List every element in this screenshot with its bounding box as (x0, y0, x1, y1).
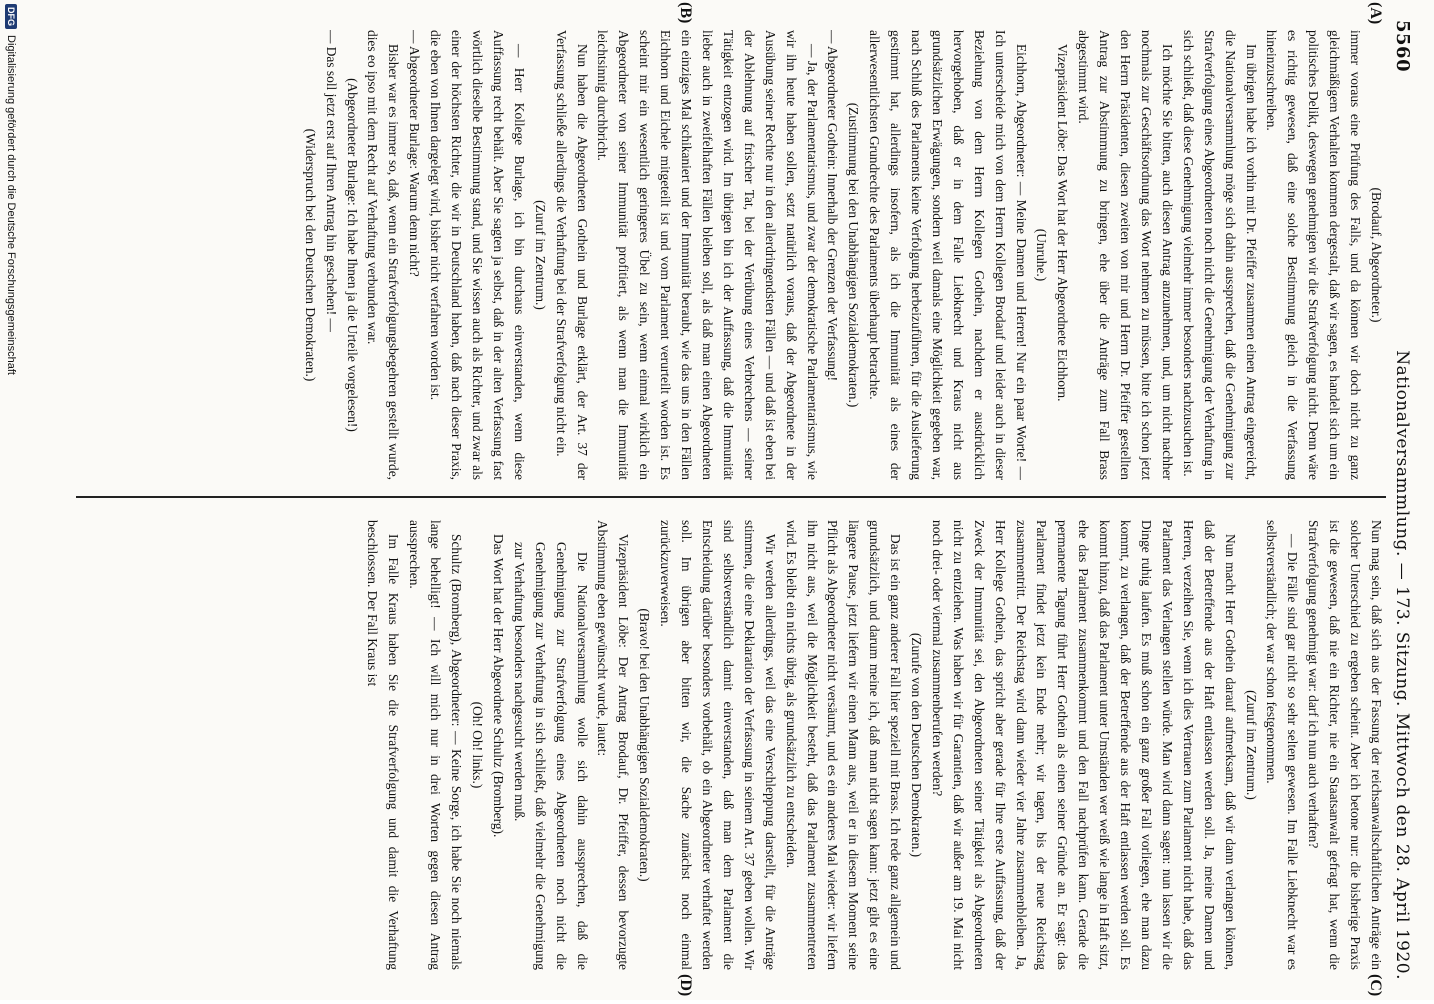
left-column (76, 30, 1386, 480)
left-column-paragraph: — Abgeordneter Burlage: Warum denn nicht? (407, 30, 423, 277)
right-column-paragraph: Nun mag sein, daß sich aus der Fassung der reichsanwaltschaftlichen Anträge ein solcher Unterschied zu ergeben scheint. Aber ich betone nur: die bisherige Praxis ist die gewesen, daß nie ein Richter, nie ein Staatsanwalt gefragt hat, wenn die Strafverfolgung genehmigt war: darf ich nun auch verhaften? (1306, 520, 1384, 970)
right-column-paragraph: (Oh! Oh! links.) (470, 701, 486, 789)
dfg-logo-icon: DFG (5, 4, 17, 29)
right-column-paragraph: (Bravo! bei den Unabhängigen Sozialdemokraten.) (637, 608, 653, 882)
right-column-paragraph: Schultz (Bromberg), Abgeordneter: — Keine Sorge, ich habe Sie noch niemals lange behelligt! — Ich will mich nur in drei Worten gegen diesen Antrag aussprechen. (407, 520, 465, 970)
left-column-paragraph: (Brodauf, Abgeordneter.) (1369, 187, 1384, 323)
right-column (76, 520, 1386, 970)
column-divider (76, 496, 1386, 498)
left-column-paragraph: (Unruhe.) (1034, 228, 1050, 282)
left-column-paragraph: Bisher war es immer so, daß, wenn ein Strafverfolgungsbegehren gestellt wurde, dies eo ipso mit dem Recht auf Verhaftung verbunden war. (365, 30, 402, 480)
footer-credit (2, 0, 20, 1004)
margin-marker-d: (D) (677, 974, 694, 997)
page-title: Nationalversammlung. — 173. Sitzung. Mittwoch den 28. April 1920. (1392, 350, 1412, 980)
right-column-paragraph: Das Wort hat der Herr Abgeordnete Schultz (Bromberg). (490, 534, 506, 838)
right-column-paragraph: (Zuruf im Zentrum.) (1243, 690, 1259, 800)
left-column-paragraph: Nun haben die Abgeordneten Gothein und Burlage erklärt, der Art. 37 der Verfassung schließe allerdings die Verhaftung bei der Strafverfolgung nicht ein. (553, 30, 590, 480)
left-column-paragraph: — Abgeordneter Gothein: Innerhalb der Grenzen der Verfassung! (825, 30, 841, 382)
margin-marker-c: (C) (1367, 974, 1384, 997)
left-column-paragraph: Vizepräsident Löbe: Das Wort hat der Herr Abgeordnete Eichhorn. (1055, 44, 1071, 402)
left-column-paragraph: — Das soll jetzt erst auf Ihren Antrag hin geschehen! — (323, 30, 339, 332)
page-number: 5560 (1392, 20, 1413, 73)
right-column-paragraph: Das ist ein ganz anderer Fall hier speziell mit Brass. Ich rede ganz allgemein und grundsätzlich, und darum meine ich, daß man nicht sagen kann: jetzt gibt es eine längere Pause, jetzt liefern wir einen Mann aus, weil er in diesem Moment seine Pflicht als Abgeordneter nicht versäumt, und es ein anderes Mal wieder: wir liefern ihn nicht aus, weil die Möglichkeit besteht, daß das Parlament zusammentreten wird. Es bleibt ein nichts übrig, als grundsätzlich zu entscheiden. (783, 520, 904, 970)
right-column-paragraph: Die Nationalversammlung wolle sich dahin aussprechen, daß die Genehmigung zur Strafverfolgung eines Abgeordneten noch nicht die Genehmigung zur Verhaftung in sich schließt, daß vielmehr die Genehmigung zur Verhaftung besonders nachgesucht werden muß. (511, 542, 590, 970)
left-column-paragraph: Ich möchte Sie bitten, auch diesen Antrag anzunehmen, und, um nicht nachher nochmals zur Geschäftsordnung das Wort nehmen zu müssen, bitte ich schon jetzt den Herrn Präsidenten, diesen zweiten von mir und Herrn Dr. Pfeiffer gestellten Antrag zur Abstimmung zu bringen, ehe über die Anträge zum Fall Brass abgestimmt wird. (1076, 30, 1175, 480)
margin-marker-b: (B) (677, 2, 694, 24)
right-column-paragraph: Nun macht Herr Gothein darauf aufmerksam, daß wir dann verlangen können, daß der Betreffende aus der Haft entlassen werden soll. Ja, meine Damen und Herren, verzeihen Sie, wenn ich dies Vertrauen zum Parlament nicht habe, daß das Parlament das Verlangen stellen würde. Man wird dann sagen: nun lassen wir die Dinge ruhig laufen. Es muß schon ein ganz großer Fall vorliegen, ehe man dazu kommt, zu verlangen, daß der Betreffende aus der Haft entlassen werden soll. Es kommt hinzu, daß das Parlament unter Umständen wer weiß wie lange in Haft sitzt, ehe das Parlament zusammenkommt und den Fall nachprüfen kann. Gerade die permanente Tagung führt Herr Gothein als einen seiner Gründe an. Er sagt: das Parlament findet jetzt kein Ende mehr; wir tagen, bis der neue Reichstag zusammentritt. Der Reichstag wird dann wieder vier Jahre zusammenbleiben. Ja, Herr Kollege Gothein, das spricht aber gerade für Ihre erste Auffassung, daß der Zweck der Immunität sei, den Abgeordneten seiner Tätigkeit als Abgeordneten nicht zu entziehen. Was haben wir für Garantien, daß wir außer am 19. Mai nicht noch drei- oder viermal zusammenberufen werden? (929, 520, 1238, 970)
margin-marker-a: (A) (1367, 2, 1384, 25)
left-column-paragraph: (Zustimmung bei den Unabhängigen Sozialdemokraten.) (846, 102, 862, 408)
left-column-paragraph: (Widerspruch bei den Deutschen Demokraten.) (302, 128, 318, 382)
left-column-paragraph: — Herr Kollege Burlage, ich bin durchaus einverstanden, wenn diese Auffassung recht behält. Aber Sie sagten ja selbst, daß in der alten Verfassung fast wörtlich dieselbe Bestimmung stand, und Sie wissen auch als Richter, und zwar als einer der höchsten Richter, die wir in Deutschland haben, daß nach dieser Praxis, die eben von Ihnen dargelegt wird, bisher nicht verfahren worden ist. (428, 30, 527, 480)
footer-credit-text: Digitalisierung gefördert durch die Deutsche Forschungsgemeinschaft (5, 35, 17, 375)
right-column-paragraph: (Zurufe von den Deutschen Demokraten.) (909, 632, 925, 858)
left-column-paragraph: (Zuruf im Zentrum.) (532, 200, 548, 310)
left-column-paragraph: — Ja, der Parlamentarismus, und zwar der demokratische Parlamentarismus, wie wir ihn heute haben sollen, setzt natürlich voraus, daß der Abgeordnete in der Ausübung seiner Rechte nur in den allerdringendsten Fällen — und daß ist eben bei der Ablehnung auf frischer Tat, bei der Verübung eines Verbrechens — seiner Tätigkeit entzogen wird. Im übrigen bin ich der Auffassung, daß die Immunität lieber auch in zweifelhaften Fällen bleiben soll, als daß man einen Abgeordneten ein einziges Mal schikaniert und der Immunität beraubt, wie das uns in den Fällen Eichhorn und Eichele mitgeteilt ist und vom Parlament verurteilt worden ist. Es scheint mir ein wesentlich geringeres Übel zu sein, wenn einmal wirklich ein Abgeordneter von seiner Immunität profitiert, als wenn man die Immunität leichtsinnig durchbricht. (595, 30, 820, 480)
left-column-paragraph: immer voraus eine Prüfung des Falls, und da können wir doch nicht zu ganz gleichmäßigem Verhalten kommen dergestalt, daß wir sagen, es handelt sich um ein politisches Delikt, deswegen genehmigen wir die Strafverfolgung nicht. Denn wäre es richtig gewesen, daß eine solche Bestimmung gleich in die Verfassung hineinzuschreiben. (1264, 30, 1364, 480)
left-column-paragraph: Eichhorn, Abgeordneter: — Meine Damen und Herren! Nur ein paar Worte! — Ich unterscheide mich von dem Herrn Kollegen Brodauf und leider auch in dieser Beziehung von dem Herrn Kollegen Gothein, nachdem er ausdrücklich hervorgehoben, daß er in dem Falle Liebknecht und Kraus nicht aus grundsätzlichen Erwägungen, sondern weil damals eine Möglichkeit gegeben war, nach Schluß des Parlaments keine Verfolgung herbeizuführen, für die Auslieferung gestimmt hat, allerdings insofern, als ich die Immunität als eines der allerwesentlichsten Grundrechte des Parlaments überhaupt betrachte. (867, 30, 1029, 480)
right-column-paragraph: — Die Fälle sind gar nicht so sehr selten gewesen. Im Falle Liebknecht war es selbstverständlich; der war schon festgenommen. (1264, 520, 1301, 970)
left-column-paragraph: Im übrigen habe ich vorhin mit Dr. Pfeiffer zusammen einen Antrag eingereicht, die Nationalversammlung möge sich dahin aussprechen, daß die Genehmigung zur Strafverfolgung eines Abgeordneten noch nicht die Genehmigung der Verhaftung in sich schließt, daß diese Genehmigung vielmehr immer besonders nachzusuchen ist. (1180, 30, 1259, 480)
right-column-paragraph: Wir werden allerdings, weil das eine Verschleppung darstellt, für die Anträge stimmen, die eine Deklaration der Verfassung in seinem Art. 37 geben wollen. Wir sind selbstverständlich damit einverstanden, daß man dem Parlament die Entscheidung darüber besonders vorbehält, ob ein Abgeordneter verhaftet werden soll. Im übrigen aber bitten wir, die Sache zunächst noch einmal zurückzuverweisen. (658, 520, 778, 970)
right-column-paragraph: Im Falle Kraus haben Sie die Strafverfolgung und damit die Verhaftung beschlossen. Der Fall Kraus ist (365, 520, 402, 970)
page-header (1392, 20, 1426, 980)
right-column-paragraph: Vizepräsident Löbe: Der Antrag Brodauf, Dr. Pfeiffer, dessen bevorzugte Abstimmung eben gewünscht wurde, lautet: (595, 520, 632, 970)
left-column-paragraph: (Abgeordneter Burlage: Ich habe Ihnen ja die Urteile vorgelesen!) (344, 78, 360, 432)
